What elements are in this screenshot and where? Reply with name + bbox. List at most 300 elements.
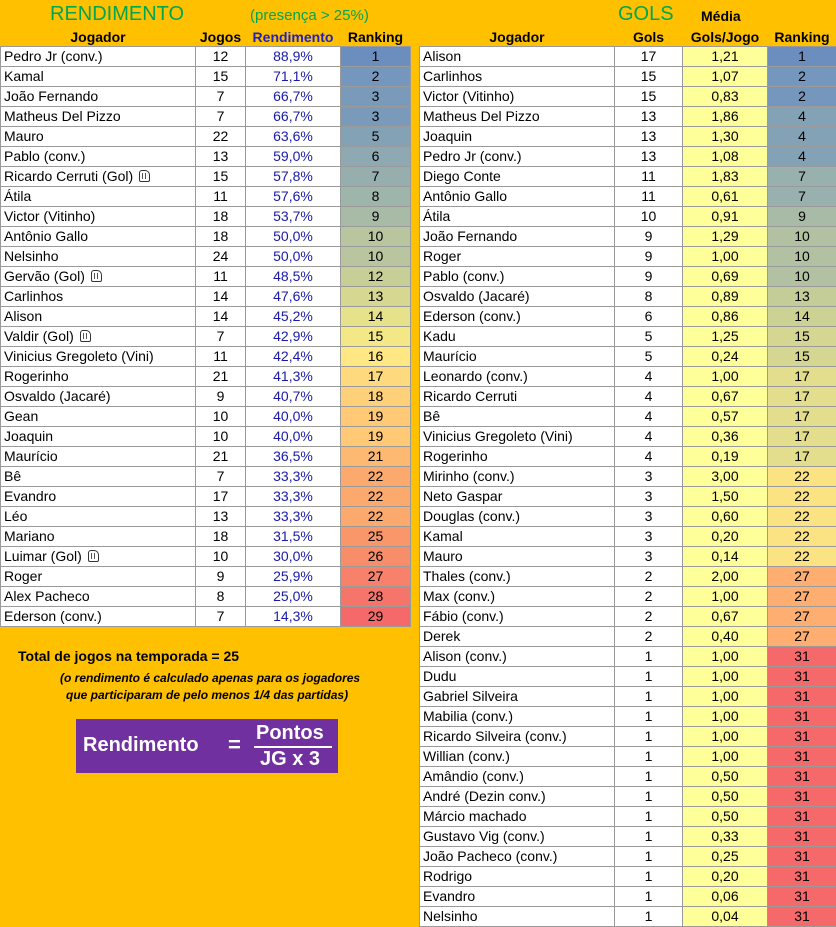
games-cell: 18 [196, 207, 246, 227]
avg-cell: 0,67 [683, 607, 768, 627]
rank-cell: 27 [768, 627, 836, 647]
rank-cell: 3 [341, 87, 411, 107]
goals-cell: 13 [615, 127, 683, 147]
goals-cell: 2 [615, 627, 683, 647]
table-row [420, 887, 836, 907]
formula-left: Rendimento [83, 734, 199, 756]
player-name: Carlinhos [4, 288, 64, 304]
games-cell: 14 [196, 307, 246, 327]
goals-cell: 13 [615, 147, 683, 167]
goals-cell: 9 [615, 267, 683, 287]
table-row [420, 767, 836, 787]
rate-cell: 63,6% [246, 127, 341, 147]
table-row [420, 847, 836, 867]
player-cell [1, 427, 196, 447]
goalkeeper-glove-icon [139, 170, 150, 182]
table-row [1, 607, 411, 627]
table-row [1, 427, 411, 447]
avg-cell: 0,50 [683, 767, 768, 787]
avg-cell: 1,00 [683, 727, 768, 747]
rank-cell: 27 [768, 587, 836, 607]
rate-cell: 88,9% [246, 47, 341, 67]
rate-cell: 31,5% [246, 527, 341, 547]
rank-cell: 17 [341, 367, 411, 387]
total-games-text: Total de jogos na temporada = 25 [18, 648, 240, 664]
table-row [1, 187, 411, 207]
player-name: Átila [4, 188, 32, 204]
games-cell: 7 [196, 327, 246, 347]
rank-cell: 6 [341, 147, 411, 167]
player-name: Roger [4, 568, 43, 584]
header-rank: Ranking [768, 28, 836, 47]
player-cell [1, 507, 196, 527]
player-cell [1, 387, 196, 407]
rank-cell: 31 [768, 827, 836, 847]
table-row [1, 267, 411, 287]
player-cell: Ricardo Silveira (conv.) [420, 727, 615, 747]
rank-cell: 31 [768, 667, 836, 687]
avg-cell: 0,06 [683, 887, 768, 907]
table-row [420, 347, 836, 367]
player-name: Maurício [4, 448, 58, 464]
player-cell: Amândio (conv.) [420, 767, 615, 787]
rank-cell: 7 [341, 167, 411, 187]
rendimento-header-row [1, 28, 411, 47]
rate-cell: 53,7% [246, 207, 341, 227]
table-row [1, 527, 411, 547]
rate-cell: 45,2% [246, 307, 341, 327]
table-row [420, 687, 836, 707]
goals-cell: 1 [615, 807, 683, 827]
games-cell: 7 [196, 87, 246, 107]
rank-cell: 26 [341, 547, 411, 567]
games-cell: 22 [196, 127, 246, 147]
avg-cell: 0,50 [683, 787, 768, 807]
rank-cell: 27 [341, 567, 411, 587]
avg-cell: 0,57 [683, 407, 768, 427]
table-row [420, 427, 836, 447]
player-name: Pablo (conv.) [4, 148, 86, 164]
rate-cell: 33,3% [246, 467, 341, 487]
table-row [1, 307, 411, 327]
rate-cell: 57,8% [246, 167, 341, 187]
rate-cell: 66,7% [246, 107, 341, 127]
table-row [420, 327, 836, 347]
avg-cell: 0,83 [683, 87, 768, 107]
table-row [1, 327, 411, 347]
table-row [1, 467, 411, 487]
rendimento-title: RENDIMENTO [50, 3, 185, 25]
player-cell: Rodrigo [420, 867, 615, 887]
player-cell: Matheus Del Pizzo [420, 107, 615, 127]
avg-cell: 0,20 [683, 867, 768, 887]
avg-cell: 1,50 [683, 487, 768, 507]
goals-cell: 3 [615, 547, 683, 567]
player-cell [1, 267, 196, 287]
avg-cell: 2,00 [683, 567, 768, 587]
goals-cell: 5 [615, 327, 683, 347]
player-name: Alex Pacheco [4, 588, 90, 604]
goals-cell: 2 [615, 607, 683, 627]
goals-cell: 9 [615, 227, 683, 247]
rank-cell: 22 [768, 467, 836, 487]
table-row [1, 407, 411, 427]
player-cell: André (Dezin conv.) [420, 787, 615, 807]
avg-cell: 0,86 [683, 307, 768, 327]
player-cell: Mabilia (conv.) [420, 707, 615, 727]
player-name: Pedro Jr (conv.) [4, 48, 103, 64]
rate-cell: 42,9% [246, 327, 341, 347]
games-cell: 24 [196, 247, 246, 267]
player-cell [1, 47, 196, 67]
player-name: Ricardo Cerruti (Gol) [4, 168, 134, 184]
rank-cell: 13 [768, 287, 836, 307]
goals-cell: 5 [615, 347, 683, 367]
avg-cell: 1,83 [683, 167, 768, 187]
table-row [420, 247, 836, 267]
table-row [420, 47, 836, 67]
rank-cell: 17 [768, 427, 836, 447]
player-cell [1, 227, 196, 247]
player-cell [1, 567, 196, 587]
player-cell: Joaquin [420, 127, 615, 147]
rendimento-formula [76, 719, 338, 773]
games-cell: 9 [196, 567, 246, 587]
table-row [1, 167, 411, 187]
formula-numerator: Pontos [256, 722, 324, 744]
player-cell [1, 87, 196, 107]
rate-cell: 47,6% [246, 287, 341, 307]
goals-cell: 10 [615, 207, 683, 227]
games-cell: 18 [196, 527, 246, 547]
rank-cell: 31 [768, 807, 836, 827]
player-cell [1, 347, 196, 367]
rank-cell: 9 [341, 207, 411, 227]
table-row [420, 87, 836, 107]
avg-cell: 0,50 [683, 807, 768, 827]
table-row [420, 547, 836, 567]
gols-table [419, 28, 836, 927]
rate-cell: 42,4% [246, 347, 341, 367]
rank-cell: 27 [768, 607, 836, 627]
player-cell: Alison [420, 47, 615, 67]
rank-cell: 10 [341, 227, 411, 247]
table-row [420, 167, 836, 187]
player-cell [1, 607, 196, 627]
table-row [420, 407, 836, 427]
games-cell: 11 [196, 187, 246, 207]
table-row [1, 147, 411, 167]
goals-cell: 4 [615, 387, 683, 407]
games-cell: 8 [196, 587, 246, 607]
goals-cell: 2 [615, 567, 683, 587]
table-row [420, 647, 836, 667]
table-row [420, 747, 836, 767]
avg-cell: 1,30 [683, 127, 768, 147]
player-cell [1, 527, 196, 547]
header-avg: Gols/Jogo [683, 28, 768, 47]
rank-cell: 15 [768, 327, 836, 347]
games-cell: 11 [196, 267, 246, 287]
rate-cell: 36,5% [246, 447, 341, 467]
rendimento-subtitle: (presença > 25%) [250, 7, 369, 24]
games-cell: 21 [196, 447, 246, 467]
player-cell: Leonardo (conv.) [420, 367, 615, 387]
player-name: Kamal [4, 68, 44, 84]
games-cell: 17 [196, 487, 246, 507]
table-row [1, 287, 411, 307]
rank-cell: 31 [768, 747, 836, 767]
goals-cell: 11 [615, 187, 683, 207]
table-row [420, 447, 836, 467]
player-cell [1, 447, 196, 467]
player-cell [1, 547, 196, 567]
games-cell: 14 [196, 287, 246, 307]
goals-cell: 1 [615, 827, 683, 847]
goals-cell: 1 [615, 787, 683, 807]
player-cell: Diego Conte [420, 167, 615, 187]
avg-cell: 1,25 [683, 327, 768, 347]
formula-equals: = [228, 732, 241, 757]
player-name: Mauro [4, 128, 44, 144]
rank-cell: 16 [341, 347, 411, 367]
avg-cell: 0,20 [683, 527, 768, 547]
table-row [420, 907, 836, 927]
player-cell: Mauro [420, 547, 615, 567]
rate-cell: 59,0% [246, 147, 341, 167]
rate-cell: 41,3% [246, 367, 341, 387]
rate-cell: 33,3% [246, 507, 341, 527]
rate-cell: 50,0% [246, 227, 341, 247]
note-line-2: que participaram de pelo menos 1/4 das partidas) [66, 688, 349, 702]
table-row [1, 67, 411, 87]
rank-cell: 9 [768, 207, 836, 227]
player-name: Gervão (Gol) [4, 268, 85, 284]
goals-cell: 11 [615, 167, 683, 187]
rank-cell: 31 [768, 707, 836, 727]
goalkeeper-glove-icon [80, 330, 91, 342]
player-cell: Willian (conv.) [420, 747, 615, 767]
goals-cell: 3 [615, 487, 683, 507]
table-row [1, 567, 411, 587]
avg-cell: 1,08 [683, 147, 768, 167]
rate-cell: 14,3% [246, 607, 341, 627]
avg-cell: 1,21 [683, 47, 768, 67]
player-cell [1, 307, 196, 327]
goals-cell: 4 [615, 367, 683, 387]
rank-cell: 22 [768, 527, 836, 547]
avg-cell: 0,25 [683, 847, 768, 867]
games-cell: 7 [196, 607, 246, 627]
player-cell: Dudu [420, 667, 615, 687]
avg-cell: 0,40 [683, 627, 768, 647]
table-row [420, 507, 836, 527]
avg-cell: 1,29 [683, 227, 768, 247]
rate-cell: 66,7% [246, 87, 341, 107]
avg-cell: 0,24 [683, 347, 768, 367]
player-cell: Ederson (conv.) [420, 307, 615, 327]
games-cell: 13 [196, 507, 246, 527]
table-row [1, 547, 411, 567]
table-row [1, 347, 411, 367]
goals-cell: 1 [615, 687, 683, 707]
rank-cell: 2 [341, 67, 411, 87]
goals-cell: 4 [615, 447, 683, 467]
player-cell [1, 367, 196, 387]
rate-cell: 33,3% [246, 487, 341, 507]
games-cell: 10 [196, 547, 246, 567]
player-cell: Fábio (conv.) [420, 607, 615, 627]
table-row [420, 527, 836, 547]
games-cell: 9 [196, 387, 246, 407]
player-cell [1, 487, 196, 507]
table-row [420, 147, 836, 167]
table-row [420, 827, 836, 847]
rank-cell: 25 [341, 527, 411, 547]
avg-cell: 1,00 [683, 747, 768, 767]
rank-cell: 31 [768, 647, 836, 667]
rank-cell: 31 [768, 887, 836, 907]
table-row [420, 67, 836, 87]
rank-cell: 17 [768, 447, 836, 467]
rank-cell: 5 [341, 127, 411, 147]
rate-cell: 48,5% [246, 267, 341, 287]
goals-cell: 2 [615, 587, 683, 607]
player-cell: Ricardo Cerruti [420, 387, 615, 407]
avg-cell: 1,07 [683, 67, 768, 87]
rank-cell: 22 [768, 547, 836, 567]
avg-cell: 0,69 [683, 267, 768, 287]
player-cell [1, 587, 196, 607]
table-row [420, 187, 836, 207]
player-cell [1, 467, 196, 487]
goals-cell: 1 [615, 647, 683, 667]
player-cell: Douglas (conv.) [420, 507, 615, 527]
header-games: Jogos [196, 28, 246, 47]
header-rate: Rendimento [246, 28, 341, 47]
goals-cell: 15 [615, 67, 683, 87]
goals-cell: 13 [615, 107, 683, 127]
rank-cell: 31 [768, 907, 836, 927]
avg-cell: 1,00 [683, 247, 768, 267]
player-name: Osvaldo (Jacaré) [4, 388, 111, 404]
rank-cell: 31 [768, 787, 836, 807]
rank-cell: 31 [768, 867, 836, 887]
table-row [420, 807, 836, 827]
table-row [420, 307, 836, 327]
avg-cell: 0,14 [683, 547, 768, 567]
player-cell: João Pacheco (conv.) [420, 847, 615, 867]
table-row [1, 107, 411, 127]
avg-cell: 3,00 [683, 467, 768, 487]
rank-cell: 28 [341, 587, 411, 607]
gols-title: GOLS [618, 3, 674, 25]
table-row [1, 367, 411, 387]
avg-cell: 0,67 [683, 387, 768, 407]
goals-cell: 1 [615, 747, 683, 767]
player-cell: Roger [420, 247, 615, 267]
rank-cell: 31 [768, 767, 836, 787]
player-cell [1, 127, 196, 147]
player-name: Léo [4, 508, 28, 524]
goals-cell: 4 [615, 427, 683, 447]
player-cell: Osvaldo (Jacaré) [420, 287, 615, 307]
rank-cell: 1 [341, 47, 411, 67]
rank-cell: 10 [768, 247, 836, 267]
avg-cell: 0,60 [683, 507, 768, 527]
goals-cell: 17 [615, 47, 683, 67]
table-row [1, 127, 411, 147]
rank-cell: 15 [341, 327, 411, 347]
rate-cell: 25,9% [246, 567, 341, 587]
rank-cell: 15 [768, 347, 836, 367]
table-row [420, 107, 836, 127]
table-row [420, 867, 836, 887]
table-row [420, 207, 836, 227]
rank-cell: 19 [341, 407, 411, 427]
rank-cell: 10 [768, 267, 836, 287]
player-name: Evandro [4, 488, 57, 504]
media-label: Média [701, 8, 741, 24]
avg-cell: 0,89 [683, 287, 768, 307]
rank-cell: 4 [768, 147, 836, 167]
games-cell: 7 [196, 467, 246, 487]
avg-cell: 1,00 [683, 587, 768, 607]
avg-cell: 1,00 [683, 367, 768, 387]
player-cell: Bê [420, 407, 615, 427]
player-cell: Márcio machado [420, 807, 615, 827]
avg-cell: 0,19 [683, 447, 768, 467]
player-name: João Fernando [4, 88, 99, 104]
player-name: Valdir (Gol) [4, 328, 74, 344]
rank-cell: 1 [768, 47, 836, 67]
player-cell: Victor (Vitinho) [420, 87, 615, 107]
player-cell: Neto Gaspar [420, 487, 615, 507]
table-row [420, 127, 836, 147]
rank-cell: 14 [768, 307, 836, 327]
avg-cell: 1,00 [683, 667, 768, 687]
player-cell: Gabriel Silveira [420, 687, 615, 707]
player-name: Mariano [4, 528, 55, 544]
player-cell: Pedro Jr (conv.) [420, 147, 615, 167]
player-cell: Nelsinho [420, 907, 615, 927]
avg-cell: 1,86 [683, 107, 768, 127]
rate-cell: 40,0% [246, 427, 341, 447]
table-row [1, 227, 411, 247]
goals-cell: 1 [615, 847, 683, 867]
table-row [420, 587, 836, 607]
table-row [420, 567, 836, 587]
goals-cell: 1 [615, 867, 683, 887]
avg-cell: 1,00 [683, 687, 768, 707]
table-row [420, 487, 836, 507]
player-name: Ederson (conv.) [4, 608, 102, 624]
player-cell: Alison (conv.) [420, 647, 615, 667]
rank-cell: 7 [768, 187, 836, 207]
goals-cell: 1 [615, 907, 683, 927]
player-name: Gean [4, 408, 39, 424]
rank-cell: 10 [768, 227, 836, 247]
goals-cell: 1 [615, 767, 683, 787]
player-name: Joaquin [4, 428, 54, 444]
header-player: Jogador [420, 28, 615, 47]
player-name: Bê [4, 468, 22, 484]
player-cell: Derek [420, 627, 615, 647]
avg-cell: 1,00 [683, 647, 768, 667]
table-row [1, 207, 411, 227]
player-cell: Thales (conv.) [420, 567, 615, 587]
goals-cell: 3 [615, 527, 683, 547]
